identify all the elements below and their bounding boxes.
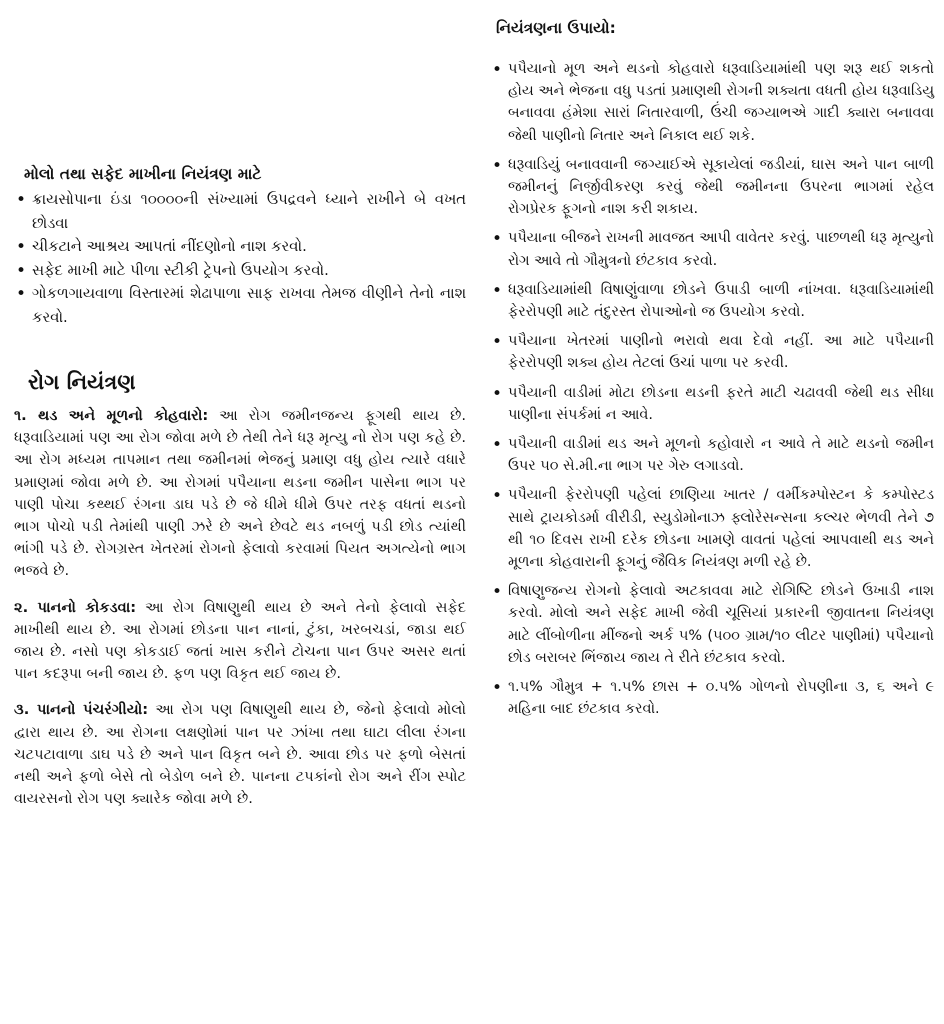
list-item: • પપૈયાની ફેરરોપણી પહેલાં છાણિયા ખાતર / વર્મીકમ્પોસ્ટન કે કમ્પોસ્ટડ સાથે ટ્રાયકોડર્મા વીરીડી, સ્યુડોમોનાઝ ફ્લોરેસન્સના કલ્ચર ભેળવી તેને ૭ થી ૧૦ દિવસ રાખી દરેક છોડના ખામણે વાવતાં પહેલાં આપવાથી થડ અને મૂળના કોહવારાની ફૂગનું જૈવિક નિયંત્રણ મળી રહે છે. (492, 486, 934, 571)
list-item: • ક્રાયસોપાના ઇંડા ૧૦૦૦૦ની સંખ્યામાં ઉપદ્રવને ધ્યાને રાખીને બે વખત છોડવા (16, 190, 466, 232)
list-item: • સફેદ માખી માટે પીળા સ્ટીકી ટ્રેપનો ઉપયોગ કરવો. (16, 260, 329, 281)
disease-control-section (14, 367, 466, 810)
bullet-icon: • (492, 155, 503, 176)
bullet-icon: • (492, 678, 503, 699)
control-measures-heading: નિયંત્રણના ઉપાયો: (496, 19, 616, 37)
list-item: • ગોકળગાયવાળા વિસ્તારમાં શેઢાપાળા સાફ રાખવા તેમજ વીણીને તેનો નાશ કરવો. (16, 284, 466, 326)
list-item: • ચીકટાને આશ્રય આપતાં નીંદણોનો નાશ કરવો. (16, 237, 307, 257)
list-item: • ધરૂવાડિયું બનાવવાની જગ્યાઈએ સૂકાયેલાં જડીયાં, ઘાસ અને પાન બાળી જમીનનું નિર્જીવીકરણ કરવું જેથી જમીનના ઉપરના ભાગમાં રહેલ રોગપ્રેરક ફૂગનો નાશ કરી શકાય. (492, 155, 934, 218)
bullet-icon: • (492, 582, 503, 603)
bullet-icon: • (492, 383, 503, 404)
bullet-icon: • (16, 190, 27, 210)
bullet-icon: • (492, 435, 503, 456)
whitefly-control-heading: મોલો તથા સફેદ માખીના નિયંત્રણ માટે (24, 165, 262, 183)
disease-title: ૩. પાનનો પંચરંગીયો: (14, 701, 149, 719)
list-item: • પપૈયાની વાડીમાં મોટા છોડના થડની ફરતે માટી ચઢાવવી જેથી થડ સીધા પાણીના સંપર્કમાં ન આવે. (492, 383, 934, 423)
bullet-icon: • (492, 332, 503, 353)
whitefly-control-section (14, 164, 466, 329)
list-item: • વિષાણુજન્ય રોગનો ફેલાવો અટકાવવા માટે રોગિષ્ટિ છોડને ઉખાડી નાશ કરવો. મોલો અને સફેદ માખી જેવી ચૂસિયાં પ્રકારની જીવાતના નિયંત્રણ માટે લીંબોળીના મીંજનો અર્ક ૫% (૫૦૦ ગ્રામ/૧૦ લીટર પાણીમાં) પપૈયાનો છોડ બરાબર ભિંજાય જાય તે રીતે છંટકાવ કરવો. (492, 582, 934, 666)
list-item: • ૧.૫% ગૌમુત્ર + ૧.૫% છાસ + ૦.૫% ગોળનો રોપણીના ૩, ૬ અને ૯ મહિના બાદ છંટકાવ કરવો. (492, 678, 934, 718)
bullet-icon: • (16, 237, 27, 257)
list-item: • પપૈયાના બીજને રાખની માવજત આપી વાવેતર કરવું. પાછળથી ધરૂ મૃત્યુનો રોગ આવે તો ગૌમુત્રનો છંટકાવ કરવો. (492, 229, 934, 269)
disease-title: ૨. પાનનો કોકડવા: (14, 598, 137, 616)
whitefly-control-list (14, 188, 466, 329)
disease-paragraph: ૩. પાનનો પંચરંગીયો: આ રોગ પણ વિષાણુથી થાય છે, જેનો ફેલાવો મોલો દ્વારા થાય છે. આ રોગના લક્ષણોમાં પાન પર ઝાંખા તથા ઘાટા લીલા રંગના ચટપટાવાળા ડાઘ પડે છે અને પાન વિકૃત બને છે. આવા છોડ પર ફળો બેસતાં નથી અને ફળો બેસે તો બેડોળ બને છે. પાનના ટપકાંનો રોગ અને રીંગ સ્પોટ વાયરસનો રોગ પણ ક્યારેક જોવા મળે છે. (14, 701, 466, 808)
bullet-icon: • (16, 260, 27, 281)
disease-title: ૧. થડ અને મૂળનો કોહવારો: (14, 407, 209, 424)
bullet-icon: • (492, 229, 503, 250)
bullet-icon: • (16, 284, 27, 304)
bullet-icon: • (492, 280, 503, 301)
list-item: • ધરૂવાડિયામાંથી વિષાણુંવાળા છોડને ઉપાડી બાળી નાંખવા. ધરૂવાડિયામાંથી ફેરરોપણી માટે તંદુરસ્ત રોપાઓનો જ ઉપયોગ કરવો. (492, 280, 934, 321)
control-measures-list (490, 58, 934, 727)
disease-paragraph: ૧. થડ અને મૂળનો કોહવારો: આ રોગ જમીનજન્ય ફૂગથી થાય છે. ધરૂવાડિયામાં પણ આ રોગ જોવા મળે છે તેથી તેને ધરૂ મૃત્યુ નો રોગ પણ કહે છે. આ રોગ મધ્યમ તાપમાન તથા જમીનમાં ભેજનું પ્રમાણ વધુ હોય ત્યારે વધારે પ્રમાણમાં જોવા મળે છે. આ રોગમાં પપૈયાના થડના જમીન પાસેના ભાગ પર પાણી પોચા કથ્થઈ રંગના ડાઘ પડે છે જે ધીમે ધીમે ઉપર તરફ વધતાં થડનો ભાગ પોચો પડી તેમાંથી પાણી ઝરે છે અને છેવટે થડ નબળું પડી છોડ ત્યાંથી ભાંગી પડે છે. રોગગ્રસ્ત ખેતરમાં રોગનો ફેલાવો કરવામાં પિયત અગત્યેનો ભાગ ભજવે છે. (14, 407, 466, 580)
disease-control-heading: રોગ નિયંત્રણ (28, 370, 136, 394)
bullet-icon: • (492, 486, 503, 507)
disease-paragraph: ૨. પાનનો કોકડવા: આ રોગ વિષાણુથી થાય છે અને તેનો ફેલાવો સફેદ માખીથી થાય છે. આ રોગમાં છોડના પાન નાનાં, ટુંકા, ખરબચડાં, જાડા થઈ જાય છે. નસો પણ કોકડાઈ જતાં ખાસ કરીને ટોચના પાન ઉપર અસર થતાં પાન કદરૂપા બની જાય છે. ફળ પણ વિકૃત થઈ જાય છે. (14, 598, 467, 683)
list-item: • પપૈયાની વાડીમાં થડ અને મૂળનો કહોવારો ન આવે તે માટે થડનો જમીન ઉપર ૫૦ સે.મી.ના ભાગ પર ગેરુ લગાડવો. (492, 435, 934, 475)
bullet-icon: • (492, 60, 503, 80)
list-item: • પપૈયાના ખેતરમાં પાણીનો ભરાવો થવા દેવો નહીં. આ માટે પપૈયાની ફેરરોપણી શક્ય હોય તેટલાં ઉચાં પાળા પર કરવી. (492, 332, 934, 372)
list-item: • પપૈયાનો મૂળ અને થડનો કોહવારો ધરૂવાડિયામાંથી પણ શરૂ થઈ શકતો હોય અને ભેજના વધુ પડતાં પ્રમાણથી રોગની શક્યતા વધતી હોય ધરૂવાડિયુ બનાવવા હંમેશા સારાં નિતારવાળી, ઉંચી જગ્યાભએ ગાદી ક્યારા બનાવવા જેથી પાણીનો નિતાર અને નિકાલ થઈ શકે. (492, 60, 934, 144)
